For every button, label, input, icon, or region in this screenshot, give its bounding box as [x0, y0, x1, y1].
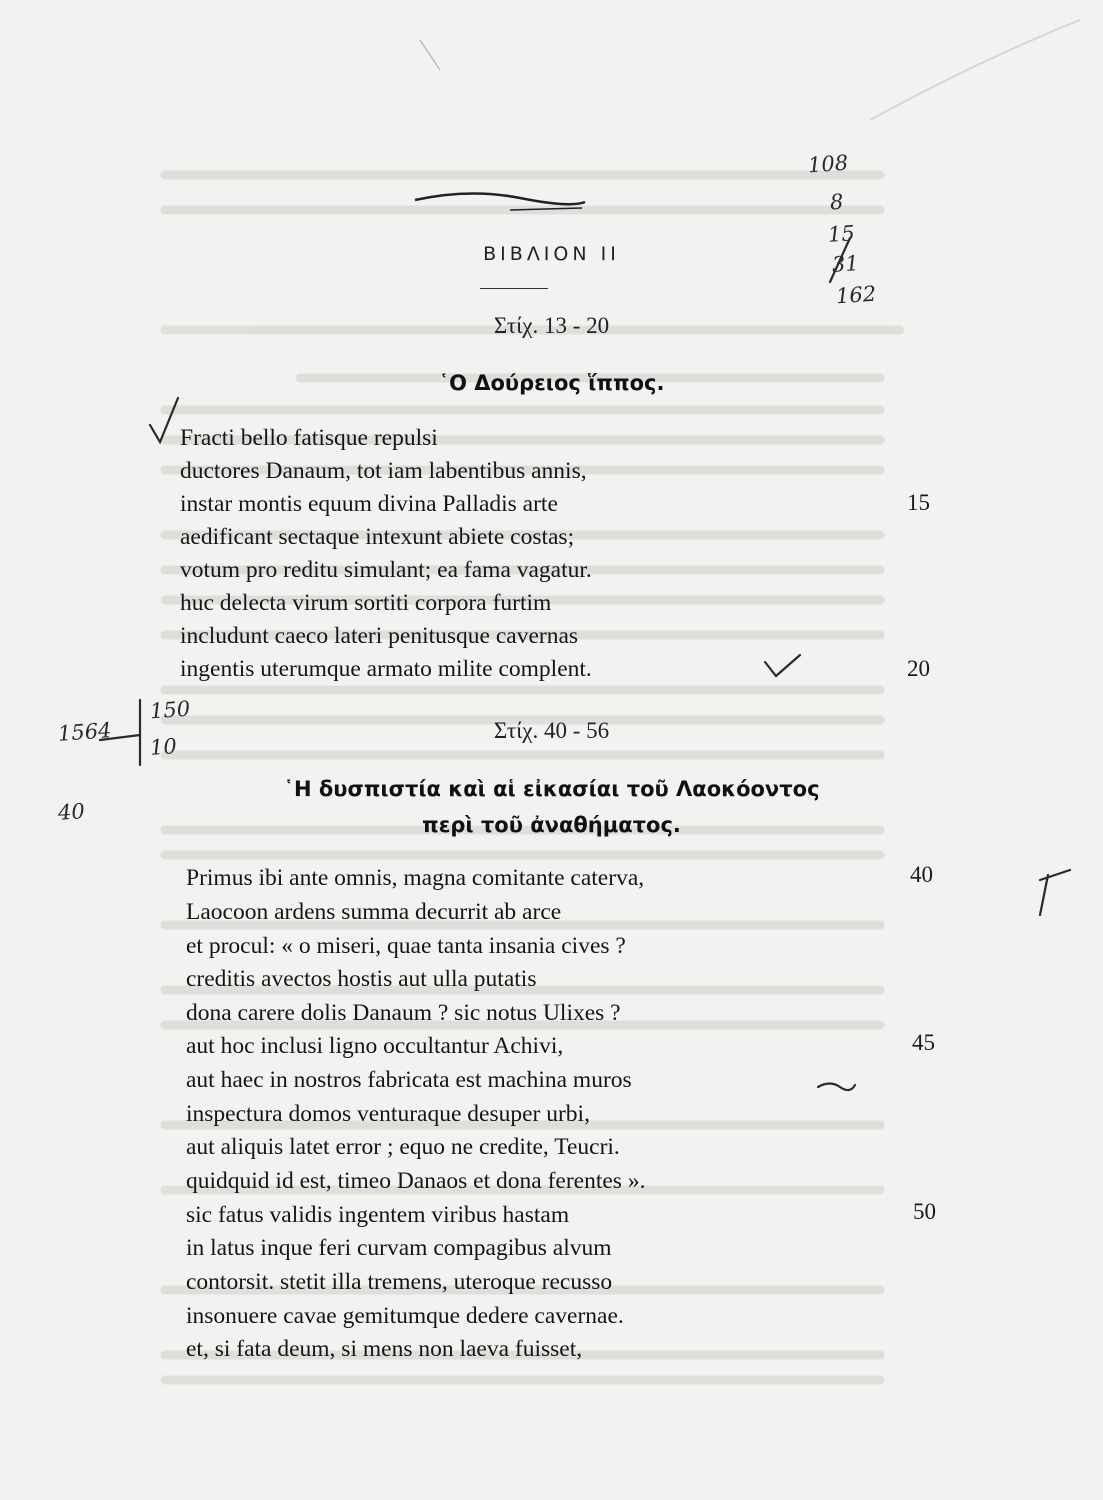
- verse-line: in latus inque feri curvam compagibus alvum: [186, 1235, 612, 1261]
- verse-line: insonuere cavae gemitumque dedere cavernae.: [186, 1303, 624, 1329]
- handwritten-note: 40: [57, 799, 86, 825]
- verse-line: aut haec in nostros fabricata est machina muros: [186, 1067, 632, 1093]
- verse-line: instar montis equum divina Palladis arte: [180, 491, 558, 517]
- verse-line: creditis avectos hostis aut ulla putatis: [186, 966, 537, 992]
- book-title: ΒΙΒΛΙΟΝ ΙΙ: [483, 243, 620, 265]
- verse-line: et, si fata deum, si mens non laeva fuisset,: [186, 1336, 583, 1362]
- verse-line: includunt caeco lateri penitusque cavernas: [180, 623, 579, 649]
- handwritten-note: 31: [831, 251, 860, 277]
- verse-line: dona carere dolis Danaum ? sic notus Ulixes ?: [186, 1000, 621, 1026]
- verse-line: aut aliquis latet error ; equo ne credite, Teucri.: [186, 1134, 620, 1160]
- verse-line: sic fatus validis ingentem viribus hastam: [186, 1202, 570, 1228]
- handwritten-note: 10: [149, 734, 178, 760]
- section-2-title-line-1: ῾Η δυσπιστία καὶ αἱ εἰκασίαι τοῦ Λαοκόοντος: [283, 777, 820, 801]
- handwritten-note: 162: [835, 281, 877, 309]
- line-number: 45: [912, 1030, 935, 1055]
- verse-line: votum pro reditu simulant; ea fama vagatur.: [180, 557, 592, 583]
- section-1-verse-range: Στίχ. 13 - 20: [493, 313, 610, 338]
- title-rule: [480, 288, 548, 289]
- verse-line: ingentis uterumque armato milite complent.: [180, 656, 592, 682]
- handwritten-note: 150: [149, 696, 191, 724]
- verse-line: Primus ibi ante omnis, magna comitante caterva,: [186, 865, 645, 891]
- margin-slash: [1040, 870, 1070, 915]
- line-number: 20: [907, 656, 930, 681]
- checkmark-icon: [765, 655, 800, 676]
- handwritten-note: 8: [829, 189, 845, 215]
- verse-line: huc delecta virum sortiti corpora furtim: [180, 590, 552, 616]
- verse-line: contorsit. stetit illa tremens, uteroque recusso: [186, 1269, 613, 1295]
- checkmark-icon: [150, 398, 178, 442]
- line-number: 50: [913, 1199, 936, 1224]
- verse-line: inspectura domos venturaque desuper urbi,: [186, 1101, 590, 1127]
- verse-line: aut hoc inclusi ligno occultantur Achivi,: [186, 1033, 564, 1059]
- handwritten-note: 15: [827, 221, 856, 247]
- title-flourish: [410, 188, 590, 218]
- verse-line: quidquid id est, timeo Danaos et dona ferentes ».: [186, 1168, 646, 1194]
- section-1-title: ῾Ο Δούρειος ἵππος.: [438, 371, 665, 395]
- verse-line: et procul: « o miseri, quae tanta insania cives ?: [186, 933, 626, 959]
- section-2-title-line-2: περὶ τοῦ ἀναθήματος.: [422, 813, 681, 837]
- line-number: 15: [907, 490, 930, 515]
- dash-mark: [818, 1084, 855, 1091]
- handwritten-note: 108: [807, 150, 849, 178]
- verse-line: Laocoon ardens summa decurrit ab arce: [186, 899, 562, 925]
- verse-line: ductores Danaum, tot iam labentibus annis,: [180, 458, 587, 484]
- verse-line: Fracti bello fatisque repulsi: [180, 425, 438, 451]
- section-2-verse-range: Στίχ. 40 - 56: [493, 718, 610, 743]
- line-number: 40: [910, 862, 933, 887]
- handwritten-note: 1564: [57, 718, 113, 746]
- verse-line: aedificant sectaque intexunt abiete costas;: [180, 524, 575, 550]
